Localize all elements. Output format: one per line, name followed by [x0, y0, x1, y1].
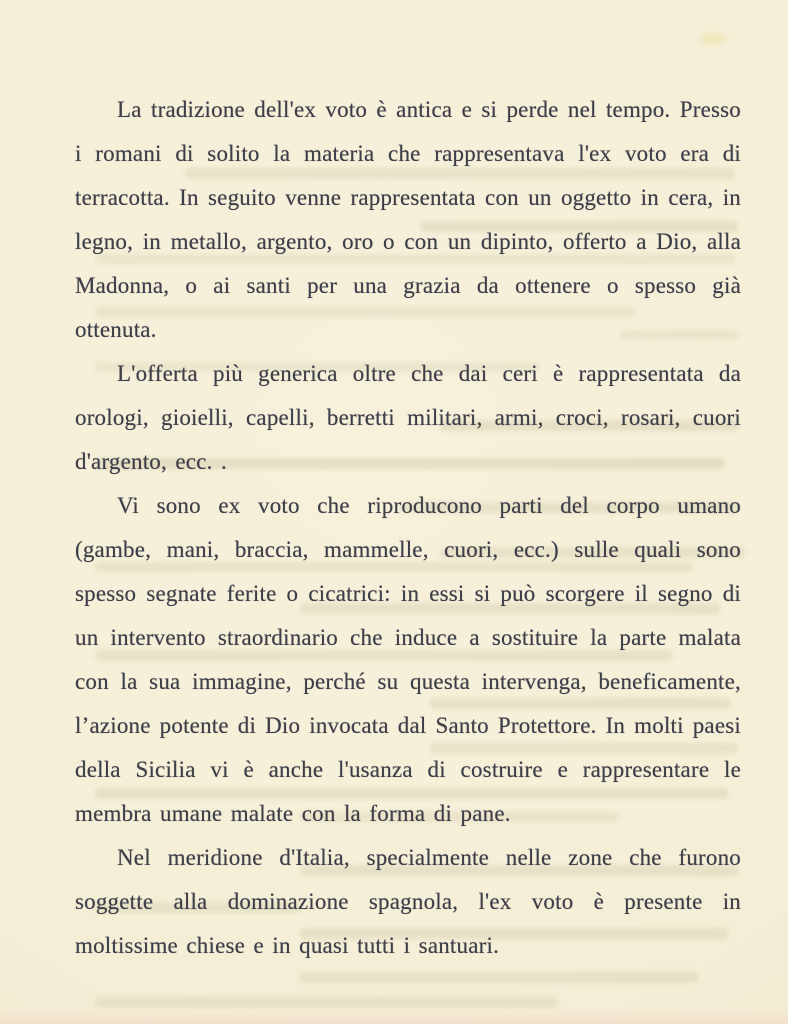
paragraph-offerta: L'offerta più generica oltre che dai ceri è rappresentata da orologi, gioielli, capelli, berretti militari, armi, croci, rosari, cuori d'argento, ecc. .	[75, 361, 741, 474]
text-block	[75, 88, 741, 968]
bleed-through-line	[95, 997, 557, 1008]
paragraph-meridione: Nel meridione d'Italia, specialmente nelle zone che furono soggette alla dominazione spagnola, l'ex voto è presente in moltissime chiese e in quasi tutti i santuari.	[75, 845, 741, 958]
scan-smudge-mark	[700, 34, 726, 44]
page-edge-tint	[0, 1008, 788, 1024]
bleed-through-line	[300, 972, 698, 983]
paragraph-corpo-umano: Vi sono ex voto che riproducono parti del corpo umano (gambe, mani, braccia, mammelle, cuori, ecc.) sulle quali sono spesso segnate ferite o cicatrici: in essi si può scorgere il segno di un intervento straordinario che induce a sostituire la parte malata con la sua immagine, perché su questa intervenga, beneficamente, l’azione potente di Dio invocata dal Santo Protettore. In molti paesi della Sicilia vi è anche l'usanza di costruire e rappresentare le membra umane malate con la forma di pane.	[75, 493, 741, 826]
paragraph-tradizione: La tradizione dell'ex voto è antica e si perde nel tempo. Presso i romani di solito la materia che rappresentava l'ex voto era di terracotta. In seguito venne rappresentata con un oggetto in cera, in legno, in metallo, argento, oro o con un dipinto, offerto a Dio, alla Madonna, o ai santi per una grazia da ottenere o spesso già ottenuta.	[75, 97, 741, 342]
